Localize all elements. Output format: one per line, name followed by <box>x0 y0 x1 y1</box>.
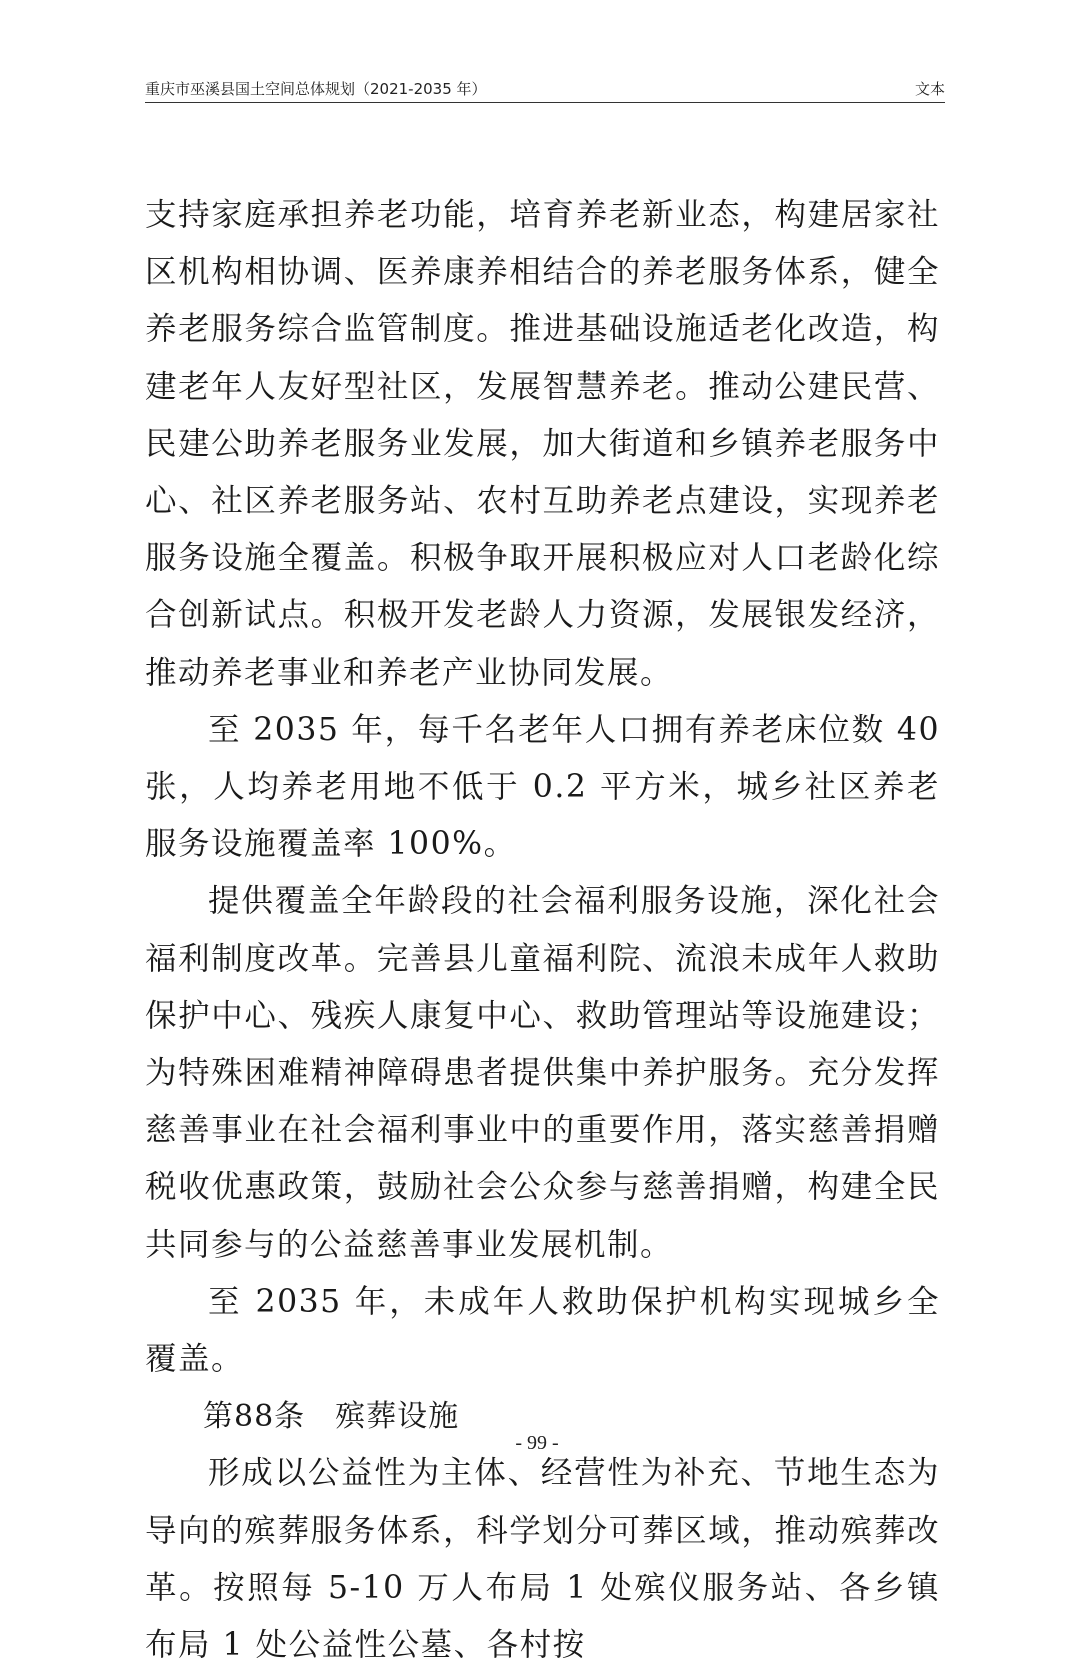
page-header <box>145 78 945 100</box>
paragraph-social-welfare-target: 至 2035 年，未成年人救助保护机构实现城乡全覆盖。 <box>145 1283 940 1378</box>
page-number: - 99 - <box>515 1432 559 1454</box>
paragraph-social-welfare: 提供覆盖全年龄段的社会福利服务设施，深化社会福利制度改革。完善县儿童福利院、流浪未成年人救助保护中心、残疾人康复中心、救助管理站等设施建设；为特殊困难精神障碍患者提供集中养护服务。充分发挥慈善事业在社会福利事业中的重要作用，落实慈善捐赠税收优惠政策，鼓励社会公众参与慈善捐赠，构建全民共同参与的公益慈善事业发展机制。 <box>145 883 940 1263</box>
section-label: 文本 <box>914 80 945 98</box>
paragraph-elderly-care: 支持家庭承担养老功能，培育养老新业态，构建居家社区机构相协调、医养康养相结合的养老服务体系，健全养老服务综合监管制度。推进基础设施适老化改造，构建老年人友好型社区，发展智慧养老。推动公建民营、民建公助养老服务业发展，加大街道和乡镇养老服务中心、社区养老服务站、农村互助养老点建设，实现养老服务设施全覆盖。积极争取开展积极应对人口老龄化综合创新试点。积极开发老龄人力资源，发展银发经济，推动养老事业和养老产业协同发展。 <box>145 197 940 691</box>
document-title: 重庆市巫溪县国土空间总体规划（2021-2035 年） <box>145 80 487 98</box>
article-number: 第88条 <box>203 1399 306 1435</box>
paragraph-funeral-facilities: 形成以公益性为主体、经营性为补充、节地生态为导向的殡葬服务体系，科学划分可葬区域，推动殡葬改革。按照每 5-10 万人布局 1 处殡仪服务站、各乡镇布局 1 处公益性公墓、各村按 <box>145 1455 940 1664</box>
article-title: 殡葬设施 <box>335 1399 460 1435</box>
paragraph-elderly-care-target: 至 2035 年，每千名老年人口拥有养老床位数 40 张，人均养老用地不低于 0.2 平方米，城乡社区养老服务设施覆盖率 100%。 <box>145 711 940 863</box>
header-divider <box>145 102 945 103</box>
